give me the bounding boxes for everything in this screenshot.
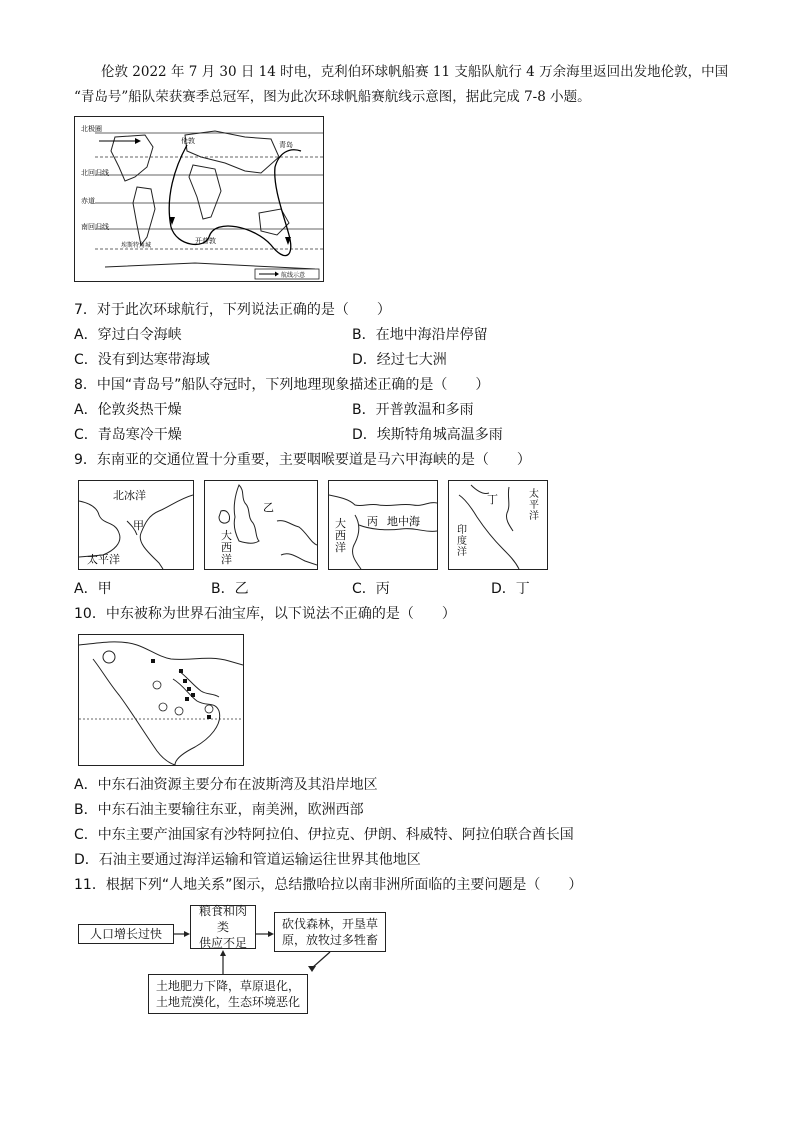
q8-option-b[interactable]: B．开普敦温和多雨 <box>352 402 474 418</box>
q9-map-bing <box>328 480 438 570</box>
q9-map-yi-ocean-2: 西 <box>221 541 232 554</box>
q7-stem: 7．对于此次环球航行，下列说法正确的是（ ） <box>74 302 391 318</box>
route-map-label-tropic-north: 北回归线 <box>81 169 109 177</box>
q9-map-bing-ocean-2: 西 <box>335 529 346 542</box>
q10-option-b[interactable]: B．中东石油主要输往东亚，南美洲，欧洲西部 <box>74 802 364 818</box>
q7-option-b[interactable]: B．在地中海沿岸停留 <box>352 327 488 343</box>
q9-map-jia-mark: 甲 <box>133 519 144 532</box>
q9-option-c[interactable]: C．丙 <box>352 581 390 597</box>
flow-box-food-shortage: 粮食和肉类 供应不足 <box>190 905 256 949</box>
q9-option-a[interactable]: A．甲 <box>74 581 112 597</box>
q9-option-b[interactable]: B．乙 <box>211 581 249 597</box>
q8-option-c[interactable]: C．青岛寒冷干燥 <box>74 427 182 443</box>
q9-map-ding-ocean-3: 洋 <box>529 511 539 522</box>
q9-map-ding-ocean-6: 洋 <box>457 547 467 558</box>
q8-stem: 8．中国“青岛号”船队夺冠时，下列地理现象描述正确的是（ ） <box>74 377 490 393</box>
q9-map-yi-mark: 乙 <box>263 501 274 514</box>
q10-option-c[interactable]: C．中东主要产油国家有沙特阿拉伯、伊拉克、伊朗、科威特、阿拉伯联合酋长国 <box>74 827 574 843</box>
q7-option-c[interactable]: C．没有到达寒带海域 <box>74 352 210 368</box>
route-map-legend: 航线示意 <box>281 272 306 279</box>
q9-map-bing-ocean-1: 大 <box>335 517 346 530</box>
route-map-label-qingdao: 青岛 <box>279 141 293 149</box>
q9-map-yi <box>204 480 318 570</box>
intro-line-1: 伦敦 2022 年 7 月 30 日 14 时电，克利伯环球帆船赛 11 支船队航行 4 万余海里返回出发地伦敦，中国 <box>101 64 729 80</box>
q8-option-a[interactable]: A．伦敦炎热干燥 <box>74 402 182 418</box>
route-map-label-london: 伦敦 <box>181 137 195 145</box>
q8-option-d[interactable]: D．埃斯特角城高温多雨 <box>352 427 503 443</box>
q10-option-d[interactable]: D．石油主要通过海洋运输和管道运输运往世界其他地区 <box>74 852 421 868</box>
q7-option-a[interactable]: A．穿过白令海峡 <box>74 327 182 343</box>
flow-box-population-growth: 人口增长过快 <box>78 924 174 944</box>
q9-map-jia-pacific-label: 太平洋 <box>87 553 120 566</box>
q10-stem: 10．中东被称为世界石油宝库，以下说法不正确的是（ ） <box>74 606 456 622</box>
flow-box-deforestation: 砍伐森林，开垦草 原，放牧过多牲畜 <box>274 912 386 952</box>
q9-map-yi-ocean-1: 大 <box>221 529 232 542</box>
q9-map-ding-mark: 丁 <box>487 493 498 506</box>
q9-option-d[interactable]: D．丁 <box>491 581 530 597</box>
q9-map-ding-ocean-2: 平 <box>529 500 539 511</box>
q9-map-bing-ocean-3: 洋 <box>335 541 346 554</box>
q11-stem: 11．根据下列“人地关系”图示，总结撒哈拉以南非洲所面临的主要问题是（ ） <box>74 877 583 893</box>
q9-map-jia-arctic-label: 北冰洋 <box>113 489 146 502</box>
q9-map-bing-mediterranean-label: 地中海 <box>387 515 420 528</box>
route-map-label-arctic-circle: 北极圈 <box>81 125 102 133</box>
q9-stem: 9．东南亚的交通位置十分重要，主要咽喉要道是马六甲海峡的是（ ） <box>74 452 531 468</box>
voyage-route-map <box>74 116 324 282</box>
q9-map-yi-ocean-3: 洋 <box>221 553 232 566</box>
q11-flow-diagram <box>78 902 398 1018</box>
q9-map-ding-ocean-4: 印 <box>457 525 467 536</box>
intro-line-2: “青岛号”船队荣获赛季总冠军，图为此次环球帆船赛航线示意图，据此完成 7-8 小题。 <box>74 89 591 105</box>
q9-map-ding <box>448 480 548 570</box>
q9-map-bing-mark: 丙 <box>367 515 378 528</box>
flow-box-land-degradation: 土地肥力下降，草原退化， 土地荒漠化，生态环境恶化 <box>148 974 308 1014</box>
q9-map-ding-ocean-5: 度 <box>457 536 467 547</box>
route-map-label-equator: 赤道 <box>81 197 95 205</box>
route-map-label-cape-town: 开普敦 <box>195 237 216 245</box>
middle-east-oil-map <box>78 634 244 766</box>
q9-map-ding-ocean-1: 太 <box>529 489 539 500</box>
route-map-label-tropic-south: 南回归线 <box>81 223 109 231</box>
q7-option-d[interactable]: D．经过七大洲 <box>352 352 447 368</box>
q10-option-a[interactable]: A．中东石油资源主要分布在波斯湾及其沿岸地区 <box>74 777 378 793</box>
route-map-label-punta-del-este: 埃斯特角城 <box>121 242 152 249</box>
q9-map-jia <box>78 480 194 570</box>
